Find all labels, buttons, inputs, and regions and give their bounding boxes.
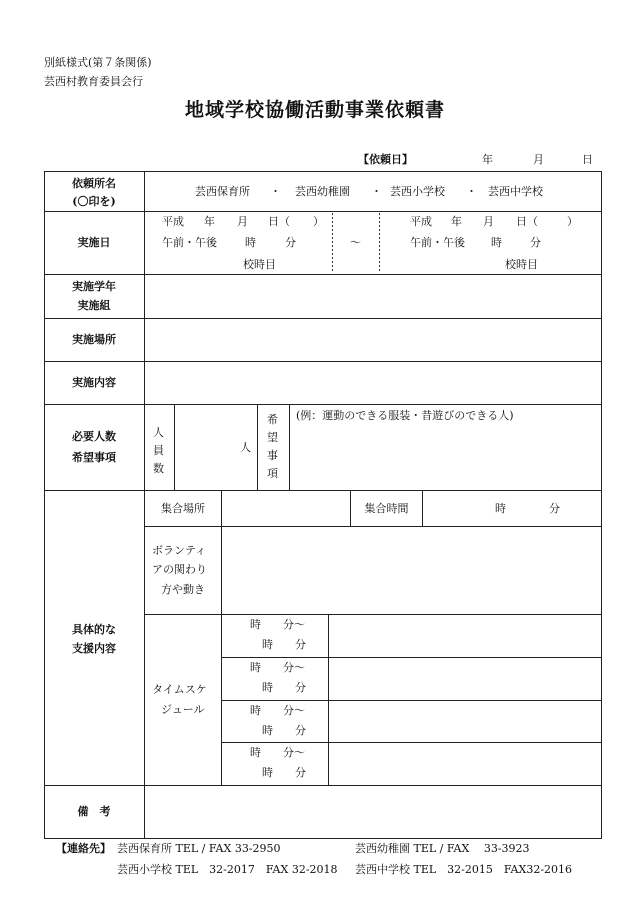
slot-4-to[interactable]: 時 分: [262, 766, 306, 779]
contact-kindergarten: 芸西幼稚園 TEL / FAX 33-3923: [355, 842, 530, 855]
request-date-month[interactable]: 月: [533, 153, 544, 166]
start-ampm[interactable]: 午前・午後: [162, 236, 217, 249]
start-minute[interactable]: 分: [285, 236, 296, 249]
end-period[interactable]: 校時目: [505, 258, 538, 271]
date-range-tilde: 〜: [350, 236, 361, 249]
slot-3-activity[interactable]: [329, 701, 601, 742]
meeting-hour[interactable]: 時: [495, 502, 506, 515]
volunteer-label-3: 方や動き: [161, 583, 205, 596]
end-day-close: ）: [567, 215, 578, 228]
slot-1-activity[interactable]: [329, 615, 601, 657]
start-day[interactable]: 日（: [268, 215, 290, 228]
slot-2-from[interactable]: 時 分〜: [250, 661, 305, 674]
contacts-label: 【連絡先】: [56, 842, 111, 855]
slot-1-to[interactable]: 時 分: [262, 638, 306, 651]
option-separator: ・: [466, 185, 477, 198]
start-day-close: ）: [313, 215, 324, 228]
slot-2-activity[interactable]: [329, 658, 601, 700]
option-junior-high[interactable]: 芸西中学校: [488, 185, 543, 198]
support-label: 具体的な: [72, 623, 116, 636]
wish-example: (例：運動のできる服装・昔遊びのできる人): [296, 409, 514, 422]
issuer: 芸西村教育委員会行: [44, 75, 143, 88]
end-hour[interactable]: 時: [491, 236, 502, 249]
end-year[interactable]: 年: [451, 215, 462, 228]
start-year[interactable]: 年: [204, 215, 215, 228]
remarks-input[interactable]: [145, 786, 601, 838]
slot-3-to[interactable]: 時 分: [262, 724, 306, 737]
requester-label-note: (〇印を): [72, 195, 116, 208]
end-minute[interactable]: 分: [530, 236, 541, 249]
start-hour[interactable]: 時: [245, 236, 256, 249]
place-label: 実施場所: [72, 333, 116, 346]
meeting-minute[interactable]: 分: [549, 502, 560, 515]
schedule-label-2: ジュール: [161, 703, 205, 716]
grade-label: 実施学年: [72, 280, 116, 293]
remarks-label: 備 考: [77, 805, 111, 818]
start-era: 平成: [162, 215, 184, 228]
request-date-label: 【依頼日】: [358, 153, 413, 166]
volunteer-label-1: ボランティ: [152, 544, 207, 557]
wish-label: 希望事項: [267, 413, 278, 480]
option-separator: ・: [270, 185, 281, 198]
end-ampm[interactable]: 午前・午後: [410, 236, 465, 249]
slot-4-activity[interactable]: [329, 743, 601, 785]
option-nursery[interactable]: 芸西保育所: [195, 185, 250, 198]
support-label-2: 支援内容: [72, 642, 116, 655]
request-date-year[interactable]: 年: [482, 153, 493, 166]
headcount-label: 人員数: [153, 426, 164, 475]
needs-label: 必要人数: [72, 430, 116, 443]
content-label: 実施内容: [72, 376, 116, 389]
slot-1-from[interactable]: 時 分〜: [250, 618, 305, 631]
persons-unit: 人: [240, 441, 251, 454]
volunteer-input[interactable]: [222, 527, 601, 614]
content-input-cell[interactable]: [145, 362, 601, 404]
request-date-day[interactable]: 日: [582, 153, 593, 166]
end-day[interactable]: 日（: [516, 215, 538, 228]
class-label: 実施組: [77, 299, 111, 312]
option-separator: ・: [371, 185, 382, 198]
schedule-label-1: タイムスケ: [152, 683, 207, 696]
option-elementary[interactable]: 芸西小学校: [390, 185, 445, 198]
meeting-place-input[interactable]: [222, 491, 350, 526]
contact-nursery: 芸西保育所 TEL / FAX 33-2950: [117, 842, 281, 855]
end-era: 平成: [410, 215, 432, 228]
contact-junior-high: 芸西中学校 TEL 32-2015 FAX32-2016: [355, 863, 573, 876]
slot-4-from[interactable]: 時 分〜: [250, 746, 305, 759]
wishes-label: 希望事項: [72, 451, 116, 464]
start-month[interactable]: 月: [237, 215, 248, 228]
requester-label: 依頼所名: [72, 177, 116, 190]
place-input-cell[interactable]: [145, 319, 601, 361]
grade-input-cell[interactable]: [145, 275, 601, 318]
option-kindergarten[interactable]: 芸西幼稚園: [295, 185, 350, 198]
slot-3-from[interactable]: 時 分〜: [250, 704, 305, 717]
meeting-time-label: 集合時間: [364, 502, 409, 515]
end-month[interactable]: 月: [483, 215, 494, 228]
meeting-place-label: 集合場所: [161, 502, 205, 515]
date-label: 実施日: [77, 236, 111, 249]
page-title: 地域学校協働活動事業依頼書: [184, 99, 445, 121]
contact-elementary: 芸西小学校 TEL 32-2017 FAX 32-2018: [117, 863, 338, 876]
slot-2-to[interactable]: 時 分: [262, 681, 306, 694]
volunteer-label-2: アの関わり: [152, 563, 207, 576]
start-period[interactable]: 校時目: [243, 258, 276, 271]
form-reference: 別紙様式(第７条関係): [44, 56, 152, 69]
